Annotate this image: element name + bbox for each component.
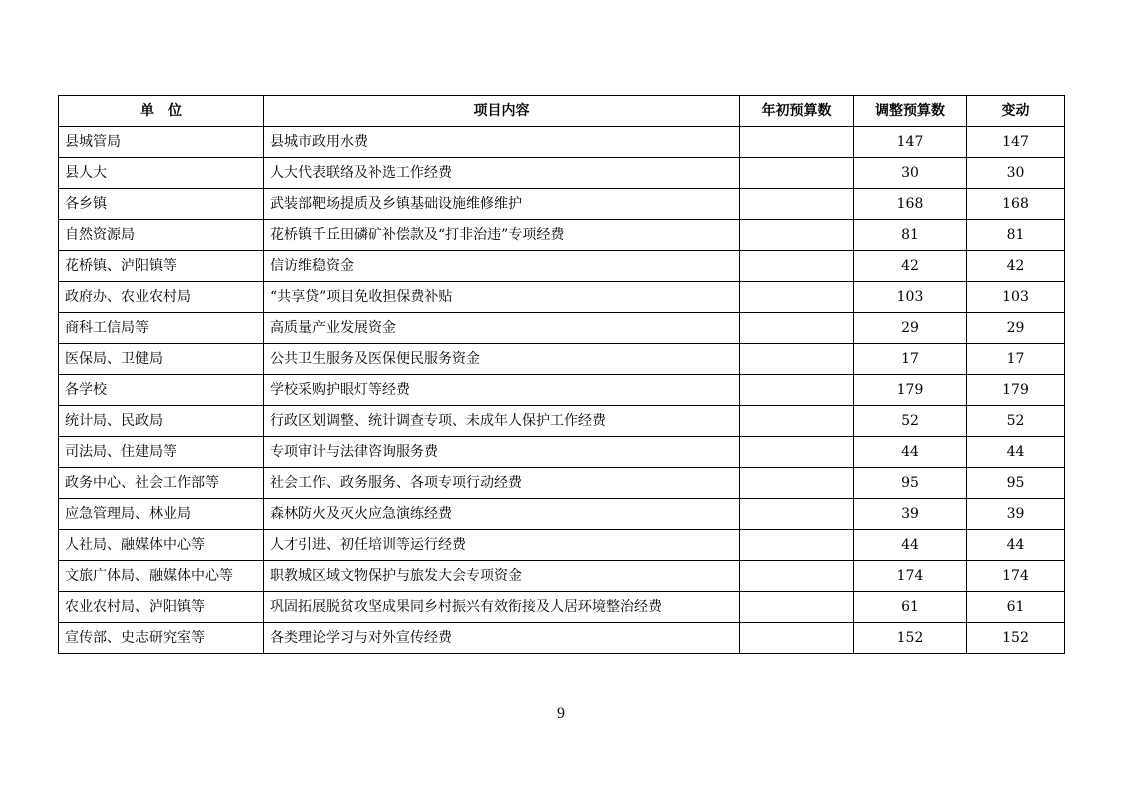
cell-unit: 各乡镇 [59, 189, 264, 220]
cell-item: 人大代表联络及补选工作经费 [264, 158, 740, 189]
cell-item: 行政区划调整、统计调查专项、未成年人保护工作经费 [264, 406, 740, 437]
cell-initial-budget [740, 282, 854, 313]
cell-unit: 县人大 [59, 158, 264, 189]
cell-item: 高质量产业发展资金 [264, 313, 740, 344]
cell-initial-budget [740, 561, 854, 592]
cell-change: 42 [967, 251, 1065, 282]
cell-adjusted-budget: 103 [854, 282, 967, 313]
cell-initial-budget [740, 220, 854, 251]
cell-item: 巩固拓展脱贫攻坚成果同乡村振兴有效衔接及人居环境整治经费 [264, 592, 740, 623]
cell-change: 179 [967, 375, 1065, 406]
table-row [59, 623, 1065, 654]
header-initial-budget: 年初预算数 [740, 96, 854, 127]
cell-item: 森林防火及灭火应急演练经费 [264, 499, 740, 530]
cell-item: 信访维稳资金 [264, 251, 740, 282]
cell-unit: 宣传部、史志研究室等 [59, 623, 264, 654]
table-row [59, 189, 1065, 220]
cell-unit: 县城管局 [59, 127, 264, 158]
cell-initial-budget [740, 592, 854, 623]
cell-initial-budget [740, 623, 854, 654]
table-row [59, 375, 1065, 406]
cell-adjusted-budget: 61 [854, 592, 967, 623]
cell-adjusted-budget: 179 [854, 375, 967, 406]
cell-change: 39 [967, 499, 1065, 530]
cell-item: “共享贷”项目免收担保费补贴 [264, 282, 740, 313]
table-row [59, 127, 1065, 158]
cell-unit: 商科工信局等 [59, 313, 264, 344]
cell-adjusted-budget: 168 [854, 189, 967, 220]
table-row [59, 220, 1065, 251]
cell-initial-budget [740, 158, 854, 189]
cell-item: 社会工作、政务服务、各项专项行动经费 [264, 468, 740, 499]
cell-change: 61 [967, 592, 1065, 623]
cell-adjusted-budget: 52 [854, 406, 967, 437]
cell-adjusted-budget: 30 [854, 158, 967, 189]
budget-adjustment-table [58, 95, 1065, 654]
cell-initial-budget [740, 499, 854, 530]
cell-item: 学校采购护眼灯等经费 [264, 375, 740, 406]
cell-initial-budget [740, 437, 854, 468]
cell-item: 各类理论学习与对外宣传经费 [264, 623, 740, 654]
cell-adjusted-budget: 39 [854, 499, 967, 530]
header-unit: 单 位 [59, 96, 264, 127]
cell-adjusted-budget: 174 [854, 561, 967, 592]
cell-unit: 医保局、卫健局 [59, 344, 264, 375]
cell-adjusted-budget: 42 [854, 251, 967, 282]
table-row [59, 437, 1065, 468]
table-row [59, 561, 1065, 592]
cell-initial-budget [740, 530, 854, 561]
cell-unit: 人社局、融媒体中心等 [59, 530, 264, 561]
cell-change: 30 [967, 158, 1065, 189]
cell-item: 武装部靶场提质及乡镇基础设施维修维护 [264, 189, 740, 220]
cell-change: 29 [967, 313, 1065, 344]
cell-initial-budget [740, 406, 854, 437]
cell-unit: 政务中心、社会工作部等 [59, 468, 264, 499]
table-header [59, 96, 1065, 127]
table-row [59, 344, 1065, 375]
cell-item: 花桥镇千丘田磷矿补偿款及“打非治违”专项经费 [264, 220, 740, 251]
cell-change: 168 [967, 189, 1065, 220]
table-row [59, 468, 1065, 499]
cell-initial-budget [740, 313, 854, 344]
page-number: 9 [557, 705, 565, 722]
table-row [59, 499, 1065, 530]
cell-item: 县城市政用水费 [264, 127, 740, 158]
cell-initial-budget [740, 251, 854, 282]
header-row [59, 96, 1065, 127]
table-row [59, 251, 1065, 282]
cell-adjusted-budget: 147 [854, 127, 967, 158]
cell-initial-budget [740, 127, 854, 158]
cell-adjusted-budget: 17 [854, 344, 967, 375]
cell-unit: 政府办、农业农村局 [59, 282, 264, 313]
table-row [59, 530, 1065, 561]
table-row [59, 313, 1065, 344]
cell-change: 95 [967, 468, 1065, 499]
cell-initial-budget [740, 344, 854, 375]
cell-item: 专项审计与法律咨询服务费 [264, 437, 740, 468]
cell-unit: 文旅广体局、融媒体中心等 [59, 561, 264, 592]
cell-unit: 司法局、住建局等 [59, 437, 264, 468]
cell-unit: 花桥镇、泸阳镇等 [59, 251, 264, 282]
cell-adjusted-budget: 152 [854, 623, 967, 654]
cell-unit: 应急管理局、林业局 [59, 499, 264, 530]
cell-adjusted-budget: 44 [854, 437, 967, 468]
cell-change: 147 [967, 127, 1065, 158]
cell-change: 44 [967, 437, 1065, 468]
cell-initial-budget [740, 468, 854, 499]
cell-change: 52 [967, 406, 1065, 437]
cell-item: 人才引进、初任培训等运行经费 [264, 530, 740, 561]
header-adjusted-budget: 调整预算数 [854, 96, 967, 127]
cell-change: 152 [967, 623, 1065, 654]
table-row [59, 158, 1065, 189]
header-item: 项目内容 [264, 96, 740, 127]
table-row [59, 282, 1065, 313]
cell-unit: 自然资源局 [59, 220, 264, 251]
cell-change: 174 [967, 561, 1065, 592]
cell-change: 17 [967, 344, 1065, 375]
cell-adjusted-budget: 95 [854, 468, 967, 499]
cell-unit: 统计局、民政局 [59, 406, 264, 437]
table-body [59, 127, 1065, 654]
cell-adjusted-budget: 81 [854, 220, 967, 251]
table-row [59, 406, 1065, 437]
cell-initial-budget [740, 189, 854, 220]
cell-change: 44 [967, 530, 1065, 561]
cell-adjusted-budget: 44 [854, 530, 967, 561]
cell-item: 职教城区域文物保护与旅发大会专项资金 [264, 561, 740, 592]
header-change: 变动 [967, 96, 1065, 127]
cell-change: 103 [967, 282, 1065, 313]
cell-initial-budget [740, 375, 854, 406]
cell-item: 公共卫生服务及医保便民服务资金 [264, 344, 740, 375]
table-row [59, 592, 1065, 623]
cell-unit: 各学校 [59, 375, 264, 406]
cell-change: 81 [967, 220, 1065, 251]
cell-adjusted-budget: 29 [854, 313, 967, 344]
cell-unit: 农业农村局、泸阳镇等 [59, 592, 264, 623]
